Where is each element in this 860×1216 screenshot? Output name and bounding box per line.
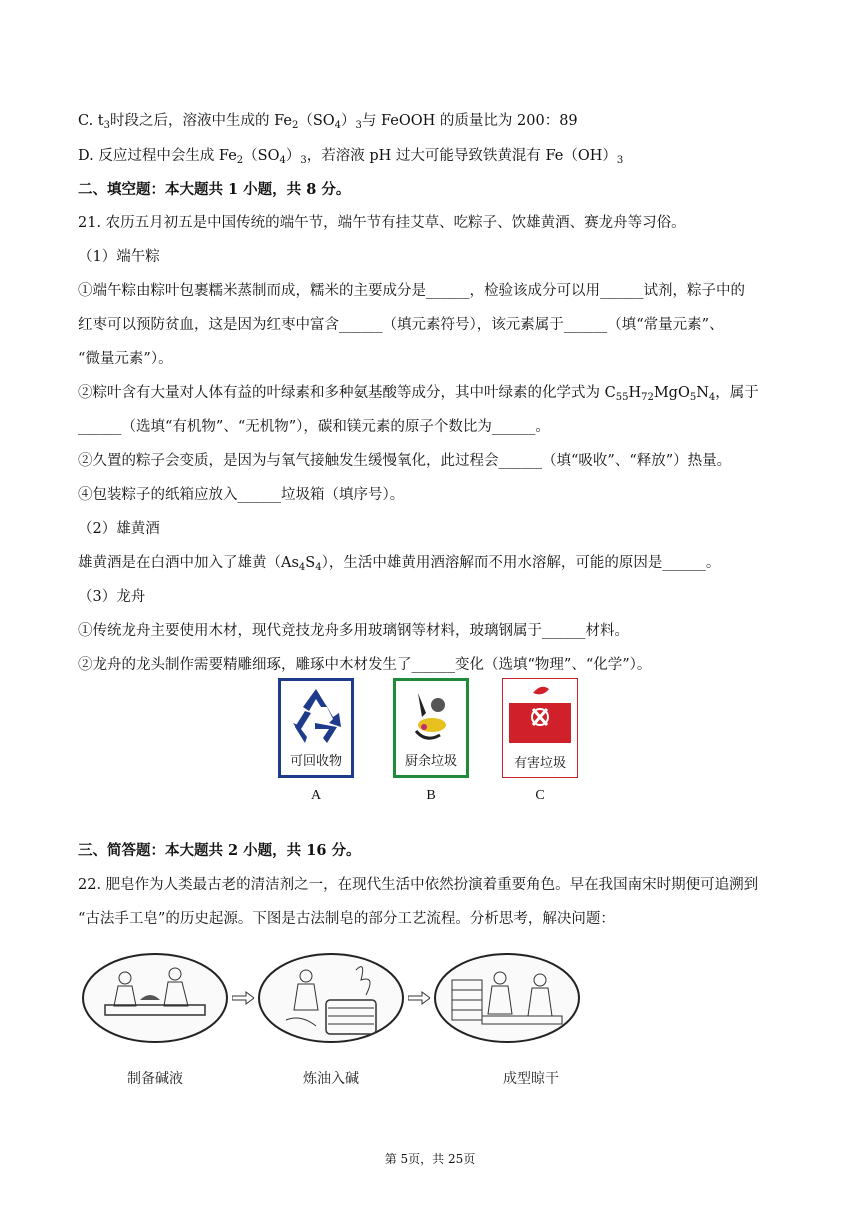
bin-kitchen-waste — [393, 678, 469, 778]
q21-part3-title: （3）龙舟 — [78, 589, 146, 605]
scene-prepare-lye — [80, 950, 230, 1046]
scene-shape-dry — [432, 950, 582, 1046]
question-22-cont: “古法手工皂”的历史起源。下图是古法制皂的部分工艺流程。分析思考，解决问题： — [78, 911, 615, 927]
section-heading-fill-in: 二、填空题：本大题共 1 小题，共 8 分。 — [78, 181, 351, 198]
hazard-icon — [503, 679, 579, 745]
question-22: 22. 肥皂作为人类最古老的清洁剂之一，在现代生活中依然扮演着重要角色。早在我国南宋时期便可追溯到 — [78, 877, 759, 893]
q21-part1-a2: 红枣可以预防贫血，这是因为红枣中富含______（填元素符号），该元素属于______（填“常量元素”、 — [78, 317, 724, 333]
process-label: 成型晾干 — [503, 1071, 559, 1087]
arrow-icon — [232, 990, 254, 1004]
q21-part3-b: ②龙舟的龙头制作需要精雕细琢，雕琢中木材发生了______变化（选填“物理”、“化学”）。 — [78, 657, 652, 673]
option-d: D. 反应过程中会生成 $Fe_2(SO_4)_3$，若溶液 pH 过大可能导致铁黄混有 $Fe(OH)_3$ — [78, 148, 624, 166]
bin-letter-a: A — [310, 788, 322, 803]
question-21: 21. 农历五月初五是中国传统的端午节，端午节有挂艾草、吃粽子、饮雄黄酒、赛龙舟等习俗。 — [78, 215, 686, 231]
process-label: 炼油入碱 — [303, 1071, 359, 1087]
q21-part1-b2: ______（选填“有机物”、“无机物”），碳和镁元素的原子个数比为______。 — [78, 419, 550, 435]
q21-part3-a: ①传统龙舟主要使用木材，现代竞技龙舟多用玻璃钢等材料，玻璃钢属于______材料。 — [78, 623, 629, 639]
page-footer: 第 5页，共 25页 — [384, 1152, 476, 1166]
bin-recyclable — [278, 678, 354, 778]
section-heading-short-answer: 三、简答题：本大题共 2 小题，共 16 分。 — [78, 842, 361, 859]
bin-label: 有害垃圾 — [513, 756, 566, 771]
q21-part2-title: （2）雄黄酒 — [78, 521, 160, 537]
q21-part2-a: 雄黄酒是在白酒中加入了雄黄$(As_4S_4)$，生活中雄黄用酒溶解而不用水溶解，可能的原因是______。 — [78, 555, 721, 573]
q21-part1-title: （1）端午粽 — [78, 249, 160, 265]
food-scraps-icon — [396, 683, 466, 749]
bin-label: 可回收物 — [289, 754, 342, 769]
q21-part1-b: ②粽叶含有大量对人体有益的叶绿素和多种氨基酸等成分，其中叶绿素的化学式为 $C_{55}H_{72}MgO_5N_4$，属于 — [78, 385, 759, 403]
option-c: C. $t_3$时段之后，溶液中生成的 $Fe_2(SO_4)_3$与 FeOOH 的质量比为 200：89 — [78, 113, 578, 131]
scene-refine-oil — [256, 950, 406, 1046]
q21-part1-d: ④包装粽子的纸箱应放入______垃圾箱（填序号）。 — [78, 487, 405, 503]
q21-part1-c: ②久置的粽子会变质，是因为与氧气接触发生缓慢氧化，此过程会______（填“吸收”、“释放”）热量。 — [78, 453, 732, 469]
q21-part1-a: ①端午粽由粽叶包裹糯米蒸制而成，糯米的主要成分是______，检验该成分可以用______试剂，粽子中的 — [78, 283, 745, 299]
process-label: 制备碱液 — [127, 1071, 183, 1087]
bin-letter-b: B — [426, 788, 436, 803]
arrow-icon — [408, 990, 430, 1004]
bin-hazardous — [502, 678, 578, 778]
bin-label: 厨余垃圾 — [404, 754, 457, 769]
recycle-icon — [281, 683, 351, 749]
q21-part1-a3: “微量元素”）。 — [78, 351, 173, 367]
bin-letter-c: C — [535, 788, 545, 803]
